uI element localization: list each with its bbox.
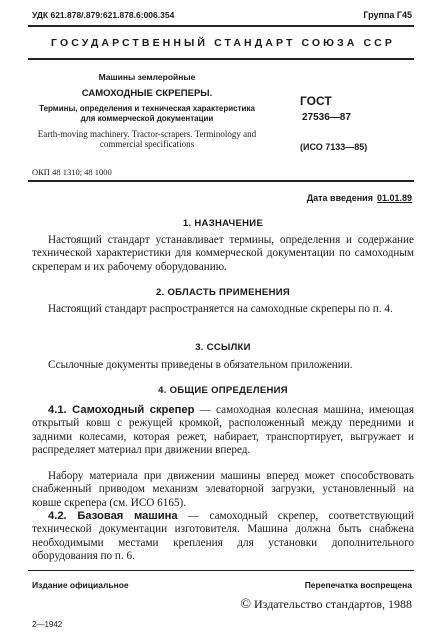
- group-code: Группа Г45: [363, 10, 412, 20]
- effective-date-value: 01.01.89: [376, 193, 412, 203]
- paragraph-4-1-note: Набору материала при движении машины вперед может способствовать снабженный приводом механизм элеваторной загрузки, установленный на ковше скрепера (см. ИСО 6165).: [32, 470, 414, 509]
- definition-4-2: — самоходный скрепер, соответствующий технической документации изготовителя. Машина должна быть снабжена необходимыми местами крепления для установки дополнительного оборудования по п. 6.: [32, 510, 414, 563]
- term-4-2: 4.2. Базовая машина: [48, 510, 178, 522]
- copyright-text: Издательство стандартов, 1988: [254, 597, 412, 611]
- effective-date-label: Дата введения: [306, 193, 373, 203]
- section-1-heading: 1. НАЗНАЧЕНИЕ: [182, 218, 264, 229]
- copyright-symbol: ©: [240, 597, 251, 612]
- section-3-text: Ссылочные документы приведены в обязательном приложении.: [48, 359, 353, 371]
- copyright-line: [240, 597, 412, 613]
- section-3-heading: 3. ССЫЛКИ: [195, 342, 251, 353]
- paragraph-4-1: [32, 404, 414, 458]
- section-1-text: Настоящий стандарт устанавливает термины, определения и содержание технической характеристики для коммерческой документации по самоходным скреперам и их рабочему оборудованию.: [32, 234, 414, 273]
- section-2-text: Настоящий стандарт распространяется на самоходные скреперы по п. 4.: [48, 303, 393, 315]
- state-standard-heading: ГОСУДАРСТВЕННЫЙ СТАНДАРТ СОЮЗА ССР: [51, 37, 395, 49]
- udc-code: УДК 621.878/.879:621.878.6:006.354: [32, 10, 175, 20]
- title-rule: [28, 180, 414, 182]
- definition-4-1: — самоходная колесная машина, имеющая открытый ковш с режущей кромкой, расположенный между передними и задними колесами, которая режет, набирает, транспортирует, выгружает и распределяет материал при движении вперед.: [32, 404, 414, 457]
- title-block: [32, 72, 282, 149]
- header-rule: [28, 58, 414, 60]
- english-title: Earth-moving machinery. Tractor-scrapers. Terminology and commercial specifications: [37, 129, 257, 149]
- term-4-1: 4.1. Самоходный скрепер: [48, 404, 195, 416]
- print-number: 2—1942: [32, 620, 63, 629]
- footer-rule: [28, 570, 414, 571]
- okp-code: ОКП 48 1310; 48 1000: [32, 167, 112, 177]
- section-4-heading: 4. ОБЩИЕ ОПРЕДЕЛЕНИЯ: [158, 385, 288, 396]
- series-name: Машины землеройные: [98, 72, 196, 82]
- paragraph-4-2: [32, 510, 414, 564]
- document-subtitle: Термины, определения и техническая характеристика для коммерческой документации: [39, 104, 255, 123]
- section-2-heading: 2. ОБЛАСТЬ ПРИМЕНЕНИЯ: [156, 287, 290, 298]
- top-rule: [28, 25, 414, 27]
- official-edition: Издание официальное: [32, 580, 129, 590]
- gost-number: 27536—87: [302, 112, 351, 123]
- effective-date: [307, 193, 412, 203]
- iso-reference: (ИСО 7133—85): [300, 142, 368, 152]
- gost-label: ГОСТ: [300, 94, 332, 108]
- document-title: САМОХОДНЫЕ СКРЕПЕРЫ.: [81, 88, 213, 99]
- reprint-notice: Перепечатка воспрещена: [304, 580, 412, 590]
